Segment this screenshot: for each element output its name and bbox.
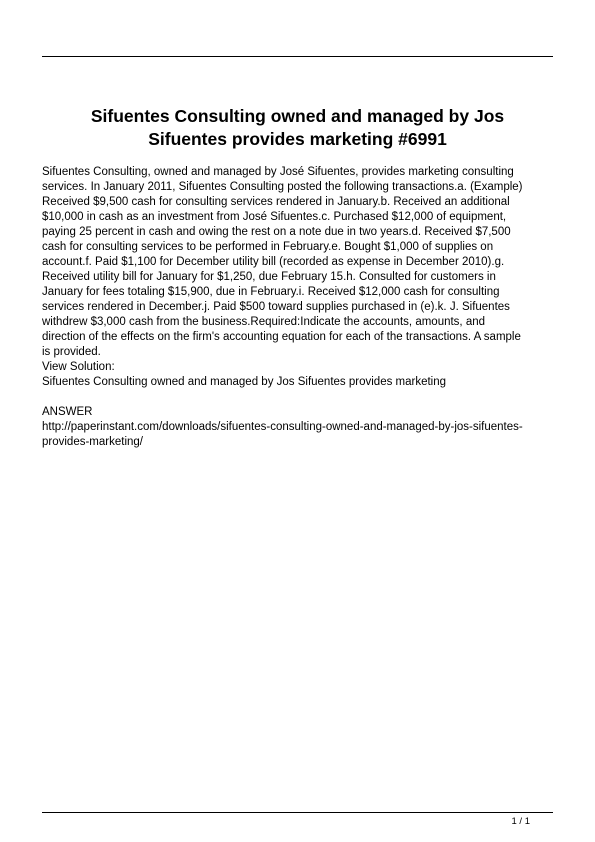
- title-line: Sifuentes Consulting owned and managed by Jos: [90, 106, 505, 126]
- body-line: direction of the effects on the firm's accounting equation for each of the transactions. A sample: [42, 331, 521, 343]
- title-line: Sifuentes provides marketing #6991: [148, 129, 447, 149]
- answer-link[interactable]: [42, 420, 554, 450]
- answer-url-line[interactable]: http://paperinstant.com/downloads/sifuentes-consulting-owned-and-managed-by-jos-sifuentes-: [42, 421, 523, 433]
- body-line: paying 25 percent in cash and owing the rest on a note due in two years.d. Received $7,500: [42, 226, 511, 238]
- body-line: January for fees totaling $15,900, due in February.i. Received $12,000 cash for consulting: [42, 286, 500, 298]
- body-line: Received utility bill for January for $1,250, due February 15.h. Consulted for customers in: [42, 271, 496, 283]
- question-text: [42, 165, 554, 360]
- answer-url-line[interactable]: provides-marketing/: [42, 436, 143, 448]
- body-line: Received $9,500 cash for consulting services rendered in January.b. Received an additional: [42, 196, 510, 208]
- page-number: 1 / 1: [511, 816, 530, 827]
- body-line: cash for consulting services to be performed in February.e. Bought $1,000 of supplies on: [42, 241, 494, 253]
- body-line: services. In January 2011, Sifuentes Consulting posted the following transactions.a. (Example): [42, 181, 523, 193]
- solution-title: Sifuentes Consulting owned and managed by Jos Sifuentes provides marketing: [42, 376, 447, 388]
- answer-label: ANSWER: [42, 406, 93, 418]
- document-title: [42, 105, 553, 151]
- spacer: [42, 390, 554, 405]
- body-line: Sifuentes Consulting, owned and managed by José Sifuentes, provides marketing consulting: [42, 166, 514, 178]
- body-line: is provided.: [42, 346, 101, 358]
- body-line: account.f. Paid $1,100 for December utility bill (recorded as expense in December 2010).g.: [42, 256, 505, 268]
- document-body: [42, 165, 554, 450]
- body-line: $10,000 in cash as an investment from José Sifuentes.c. Purchased $12,000 of equipment,: [42, 211, 507, 223]
- body-line: services rendered in December.j. Paid $500 toward supplies purchased in (e).k. J. Sifuentes: [42, 301, 510, 313]
- body-line: withdrew $3,000 cash from the business.Required:Indicate the accounts, amounts, and: [42, 316, 486, 328]
- header-rule: [42, 56, 553, 57]
- view-solution-label: View Solution:: [42, 361, 115, 373]
- footer-rule: [42, 812, 553, 813]
